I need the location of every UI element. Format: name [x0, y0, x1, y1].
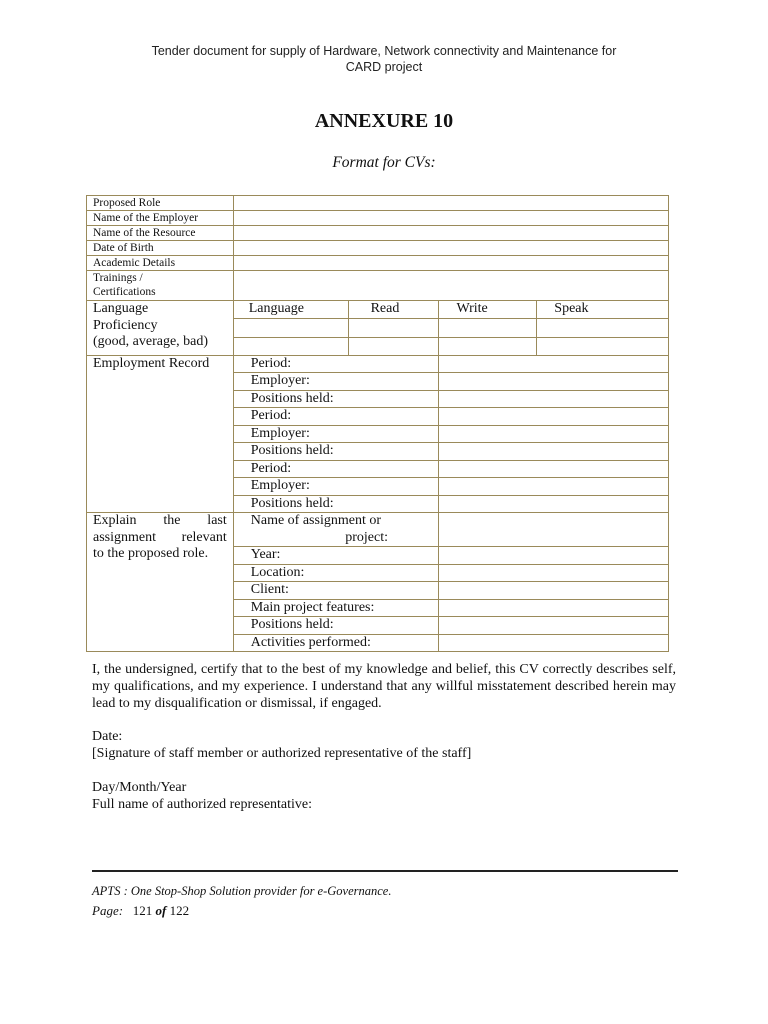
field-value-proposed-role[interactable]: [233, 196, 668, 211]
format-subtitle: Format for CVs:: [332, 154, 436, 171]
field-value-trainings[interactable]: [233, 271, 668, 301]
employment-row-period-3: Period:: [233, 460, 439, 478]
field-label-employer: Name of the Employer: [87, 211, 234, 226]
assignment-row-location: Location:: [233, 564, 439, 582]
employment-value-5[interactable]: [439, 425, 669, 443]
field-label-trainings: [87, 271, 234, 301]
assignment-location-value[interactable]: [439, 564, 669, 582]
assignment-row-client: Client:: [233, 582, 439, 600]
signature-label: [Signature of staff member or authorized representative of the staff]: [92, 746, 472, 761]
employment-row-positions-2: Positions held:: [233, 443, 439, 461]
footer-page-label: Page:: [92, 903, 124, 918]
lang-cell-language-1[interactable]: [233, 318, 348, 337]
full-name-label: Full name of authorized representative:: [92, 797, 313, 812]
assignment-label-line-3: to the proposed role.: [93, 546, 209, 561]
lang-cell-language-2[interactable]: [233, 337, 348, 355]
employment-row-period-1: Period:: [233, 355, 439, 373]
assignment-name-value[interactable]: [439, 513, 669, 547]
assignment-positions-value[interactable]: [439, 617, 669, 635]
assignment-label-line-2: assignment relevant: [93, 529, 227, 545]
employment-row-employer-2: Employer:: [233, 425, 439, 443]
employment-value-9[interactable]: [439, 495, 669, 513]
assignment-row-year: Year:: [233, 547, 439, 565]
lang-cell-write-1[interactable]: [439, 318, 537, 337]
lang-cell-read-2[interactable]: [348, 337, 439, 355]
assignment-activities-value[interactable]: [439, 634, 669, 652]
field-value-academic[interactable]: [233, 256, 668, 271]
employment-value-7[interactable]: [439, 460, 669, 478]
lang-cell-read-1[interactable]: [348, 318, 439, 337]
employment-row-employer-1: Employer:: [233, 373, 439, 391]
footer-of-label: of: [155, 903, 167, 918]
field-label-resource: Name of the Resource: [87, 226, 234, 241]
employment-row-employer-3: Employer:: [233, 478, 439, 496]
employment-row-period-2: Period:: [233, 408, 439, 426]
lang-col-read: Read: [348, 301, 439, 319]
field-label-proposed-role: Proposed Role: [87, 196, 234, 211]
header-line-1: Tender document for supply of Hardware, Network connectivity and Maintenance for: [151, 44, 617, 58]
language-proficiency-label: [87, 301, 234, 356]
lang-cell-speak-2[interactable]: [537, 337, 669, 355]
footer-total-pages: 122: [169, 903, 190, 918]
footer-org-line: APTS : One Stop-Shop Solution provider for e-Governance.: [92, 884, 392, 898]
annexure-title: ANNEXURE 10: [314, 110, 454, 132]
assignment-label-line-1: Explain the last: [93, 513, 227, 528]
lang-col-write: Write: [439, 301, 537, 319]
footer-divider: [92, 870, 678, 872]
language-label-line-2: Proficiency: [93, 317, 158, 333]
lang-cell-speak-1[interactable]: [537, 318, 669, 337]
employment-row-positions-1: Positions held:: [233, 390, 439, 408]
field-value-resource[interactable]: [233, 226, 668, 241]
lang-cell-write-2[interactable]: [439, 337, 537, 355]
language-label-line-1: Language: [93, 301, 149, 316]
language-label-line-3: (good, average, bad): [93, 334, 209, 349]
assignment-name-line-2: project:: [345, 529, 388, 545]
footer-page-info: [92, 903, 189, 919]
lang-col-speak: Speak: [537, 301, 669, 319]
day-month-year-label: Day/Month/Year: [92, 780, 187, 795]
field-label-dob: Date of Birth: [87, 241, 234, 256]
employment-value-3[interactable]: [439, 390, 669, 408]
field-label-academic: Academic Details: [87, 256, 234, 271]
assignment-year-value[interactable]: [439, 547, 669, 565]
field-value-dob[interactable]: [233, 241, 668, 256]
field-value-employer[interactable]: [233, 211, 668, 226]
employment-value-1[interactable]: [439, 355, 669, 373]
declaration-text: I, the undersigned, certify that to the best of my knowledge and belief, this CV correctly describes self, my qualifications, and my experience. I understand that any willful misstatement described herein may lead to my disqualification or dismissal, if engaged.: [92, 662, 676, 711]
assignment-row-activities: Activities performed:: [233, 634, 439, 652]
date-label: Date:: [92, 729, 123, 744]
assignment-client-value[interactable]: [439, 582, 669, 600]
employment-record-label: Employment Record: [87, 355, 234, 513]
document-header: [92, 43, 676, 75]
cv-format-table: [86, 195, 669, 652]
employment-value-8[interactable]: [439, 478, 669, 496]
assignment-row-features: Main project features:: [233, 599, 439, 617]
assignment-features-value[interactable]: [439, 599, 669, 617]
trainings-label-line-2: Certifications: [93, 286, 156, 298]
footer-page-number: 121: [132, 903, 153, 918]
employment-value-6[interactable]: [439, 443, 669, 461]
employment-value-4[interactable]: [439, 408, 669, 426]
assignment-label: [87, 513, 234, 652]
employment-row-positions-3: Positions held:: [233, 495, 439, 513]
header-line-2: CARD project: [345, 60, 423, 74]
lang-col-language: Language: [233, 301, 348, 319]
employment-value-2[interactable]: [439, 373, 669, 391]
trainings-label-line-1: Trainings /: [93, 272, 143, 284]
assignment-name-line-1: Name of assignment or: [250, 513, 381, 528]
assignment-row-positions: Positions held:: [233, 617, 439, 635]
assignment-name-label: [233, 513, 439, 547]
